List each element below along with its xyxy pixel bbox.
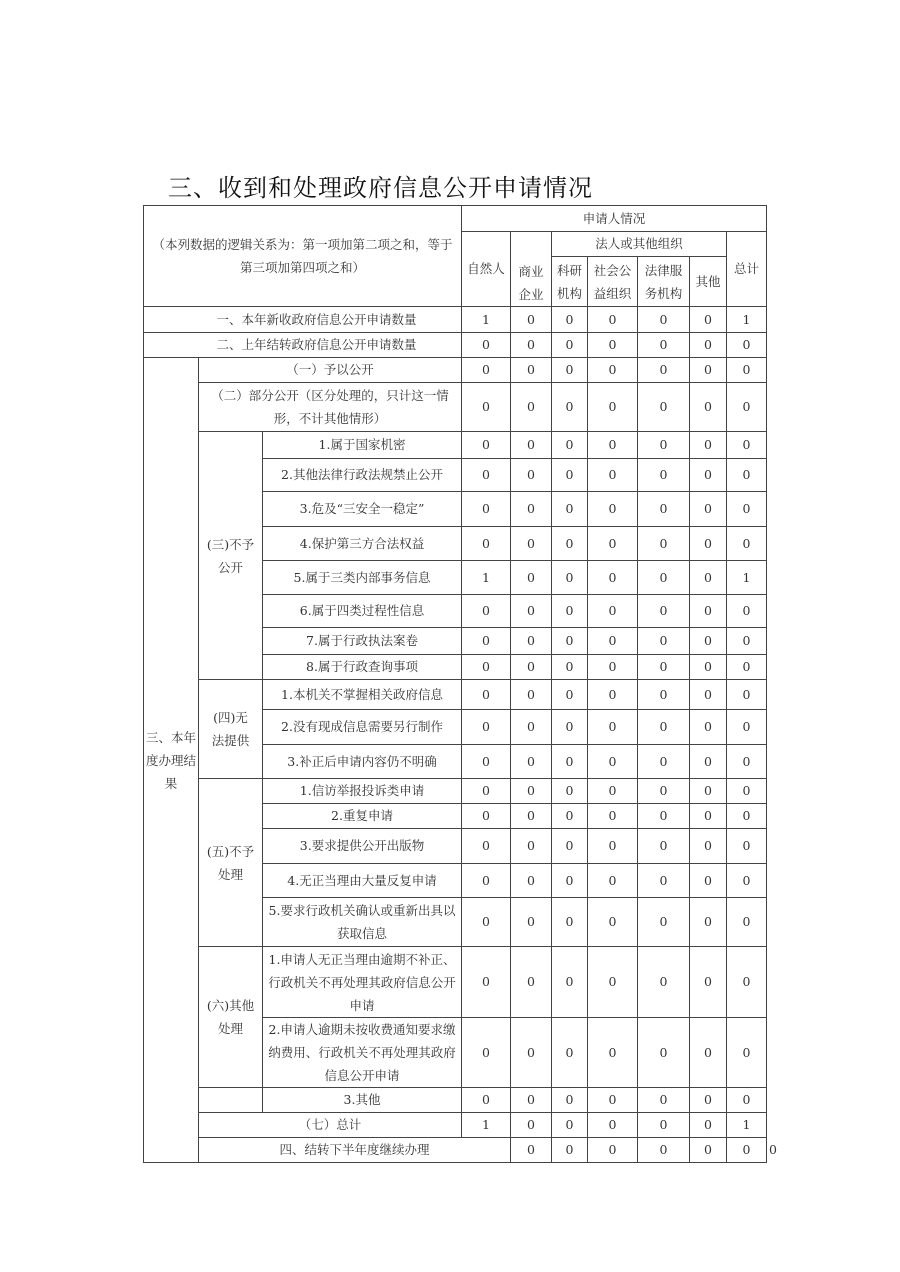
value-cell: 0 — [552, 655, 588, 680]
item-label: 2.其他法律行政法规禁止公开 — [263, 459, 462, 492]
value-cell: 0 — [552, 459, 588, 492]
item-label: 5.属于三类内部事务信息 — [263, 561, 462, 595]
value-cell: 0 — [588, 383, 638, 432]
item-label: 4.保护第三方合法权益 — [263, 527, 462, 561]
value-cell: 0 — [690, 804, 727, 829]
value-cell: 0 — [690, 561, 727, 595]
value-cell: 0 — [588, 595, 638, 628]
value-cell: 0 — [511, 1018, 552, 1088]
item-label: 1.本机关不掌握相关政府信息 — [263, 680, 462, 710]
value-cell: 0 — [462, 864, 511, 898]
value-cell: 0 — [552, 358, 588, 383]
value-cell: 0 — [690, 779, 727, 804]
header-legal-service: 法律服务机构 — [638, 257, 690, 307]
header-note: （本列数据的逻辑关系为：第一项加第二项之和，等于第三项加第四项之和） — [144, 206, 462, 307]
value-cell: 0 — [511, 829, 552, 864]
value-cell: 0 — [588, 358, 638, 383]
value-cell: 0 — [462, 1088, 511, 1113]
value-cell: 0 — [552, 1138, 588, 1163]
value-cell: 0 — [690, 527, 727, 561]
table-row — [144, 680, 767, 710]
value-cell: 0 — [511, 680, 552, 710]
value-cell: 0 — [727, 333, 767, 358]
value-cell: 0 — [690, 898, 727, 947]
value-cell: 0 — [638, 864, 690, 898]
value-cell: 0 — [727, 459, 767, 492]
value-cell: 0 — [727, 432, 767, 459]
value-cell: 0 — [552, 333, 588, 358]
value-cell: 0 — [552, 527, 588, 561]
value-cell: 0 — [638, 1138, 690, 1163]
table-row: 四、结转下半年度继续办理 0 0 0 0 0 0 0 — [144, 1138, 767, 1163]
value-cell: 0 — [511, 710, 552, 745]
value-cell: 0 — [588, 898, 638, 947]
value-cell: 0 — [511, 1138, 552, 1163]
value-cell: 0 — [552, 1088, 588, 1113]
group-label-other-processing: (六)其他处理 — [199, 947, 263, 1088]
item-label: 1.申请人无正当理由逾期不补正、行政机关不再处理其政府信息公开申请 — [263, 947, 462, 1018]
value-cell: 0 — [690, 829, 727, 864]
value-cell: 0 — [690, 333, 727, 358]
value-cell: 0 — [552, 898, 588, 947]
value-cell: 0 — [638, 680, 690, 710]
value-cell: 0 — [588, 561, 638, 595]
value-cell: 0 — [588, 947, 638, 1018]
value-cell: 0 — [588, 333, 638, 358]
value-cell: 0 — [727, 947, 767, 1018]
value-cell: 0 — [588, 527, 638, 561]
value-cell: 0 — [511, 595, 552, 628]
information-disclosure-table — [143, 205, 777, 1163]
value-cell: 0 — [727, 655, 767, 680]
value-cell: 0 — [690, 1113, 727, 1138]
value-cell: 0 — [588, 680, 638, 710]
value-cell: 0 — [690, 1138, 727, 1163]
value-cell: 0 — [552, 779, 588, 804]
value-cell: 0 — [690, 358, 727, 383]
value-cell: 0 — [727, 680, 767, 710]
value-cell: 0 — [638, 628, 690, 655]
value-cell: 0 — [638, 561, 690, 595]
value-cell: 0 — [638, 829, 690, 864]
value-cell: 1 — [727, 307, 767, 333]
value-cell: 0 — [727, 628, 767, 655]
table-row — [144, 432, 767, 459]
value-cell: 0 — [511, 492, 552, 527]
value-cell: 1 — [462, 1113, 511, 1138]
item-label: 2.没有现成信息需要另行制作 — [263, 710, 462, 745]
value-cell: 0 — [727, 1088, 767, 1113]
value-cell: 0 — [511, 358, 552, 383]
value-cell: 0 — [588, 1088, 638, 1113]
value-cell: 1 — [727, 1113, 767, 1138]
value-cell: 0 — [462, 745, 511, 779]
value-cell: 0 — [552, 432, 588, 459]
value-cell: 0 — [552, 804, 588, 829]
value-cell: 0 — [690, 595, 727, 628]
header-research: 科研机构 — [552, 257, 588, 307]
value-cell: 0 — [638, 1018, 690, 1088]
value-cell: 0 — [588, 655, 638, 680]
value-cell: 0 — [690, 1088, 727, 1113]
value-cell: 0 — [552, 383, 588, 432]
table-row — [144, 383, 767, 432]
item-label: 3.补正后申请内容仍不明确 — [263, 745, 462, 779]
value-cell: 0 — [638, 358, 690, 383]
header-commercial: 商业企业 — [511, 257, 552, 307]
value-cell: 0 — [511, 947, 552, 1018]
value-cell: 0 — [588, 864, 638, 898]
value-cell: 0 — [462, 358, 511, 383]
value-cell: 0 — [462, 655, 511, 680]
group-label-not-processed: (五)不予处理 — [199, 779, 263, 947]
value-cell: 0 — [638, 595, 690, 628]
value-cell: 0 — [727, 745, 767, 779]
value-cell: 0 — [462, 383, 511, 432]
value-cell: 0 — [511, 432, 552, 459]
value-cell: 0 — [511, 898, 552, 947]
value-cell: 0 — [690, 680, 727, 710]
value-cell: 0 — [727, 358, 767, 383]
value-cell: 0 — [727, 710, 767, 745]
value-cell: 0 — [588, 779, 638, 804]
item-label: 2.申请人逾期未按收费通知要求缴纳费用、行政机关不再处理其政府信息公开申请 — [263, 1018, 462, 1088]
value-cell: 0 — [638, 307, 690, 333]
value-cell: 0 — [727, 1138, 767, 1163]
value-cell: 0 — [690, 710, 727, 745]
value-cell: 0 — [462, 680, 511, 710]
value-cell: 0 — [552, 1113, 588, 1138]
value-cell: 0 — [727, 595, 767, 628]
value-cell: 0 — [511, 333, 552, 358]
value-cell: 0 — [552, 595, 588, 628]
value-cell: 0 — [588, 1138, 638, 1163]
value-cell: 0 — [462, 492, 511, 527]
value-cell: 0 — [588, 829, 638, 864]
value-cell: 1 — [462, 307, 511, 333]
value-cell: 0 — [462, 898, 511, 947]
value-cell: 0 — [727, 804, 767, 829]
value-cell: 0 — [462, 459, 511, 492]
value-cell: 0 — [511, 459, 552, 492]
value-cell: 0 — [690, 745, 727, 779]
value-cell: 0 — [552, 745, 588, 779]
value-cell: 0 — [588, 745, 638, 779]
value-cell: 0 — [727, 527, 767, 561]
value-cell: 0 — [462, 527, 511, 561]
value-cell: 0 — [588, 804, 638, 829]
item-label: 1.属于国家机密 — [263, 432, 462, 459]
value-cell: 0 — [690, 383, 727, 432]
value-cell: 0 — [552, 628, 588, 655]
value-cell: 0 — [638, 333, 690, 358]
value-cell: 0 — [462, 1018, 511, 1088]
value-cell: 0 — [727, 898, 767, 947]
value-cell: 0 — [638, 527, 690, 561]
row-label-results: 三、本年度办理结果 — [144, 358, 199, 1163]
value-cell: 0 — [588, 459, 638, 492]
value-cell: 0 — [638, 1088, 690, 1113]
value-cell: 0 — [588, 628, 638, 655]
value-cell: 0 — [588, 1113, 638, 1138]
value-cell: 0 — [638, 779, 690, 804]
value-cell: 0 — [690, 655, 727, 680]
item-label: 1.信访举报投诉类申请 — [263, 779, 462, 804]
table-row — [144, 1113, 767, 1138]
value-cell: 0 — [690, 1018, 727, 1088]
table-row — [144, 358, 767, 383]
value-cell: 0 — [511, 655, 552, 680]
row-label-partial: （二）部分公开（区分处理的，只计这一情形，不计其他情形） — [199, 383, 462, 432]
value-cell: 0 — [727, 383, 767, 432]
value-cell: 0 — [552, 947, 588, 1018]
table-row — [144, 333, 767, 358]
value-cell: 0 — [638, 655, 690, 680]
value-cell: 0 — [511, 864, 552, 898]
value-cell: 0 — [690, 947, 727, 1018]
group-label-unable: (四)无法提供 — [199, 680, 263, 779]
value-cell: 0 — [727, 492, 767, 527]
value-cell: 0 — [462, 595, 511, 628]
table-row — [144, 947, 767, 1018]
row-label-disclosed: （一）予以公开 — [199, 358, 462, 383]
item-label: 2.重复申请 — [263, 804, 462, 829]
value-cell: 0 — [462, 804, 511, 829]
item-label: 3.要求提供公开出版物 — [263, 829, 462, 864]
value-cell: 0 — [462, 947, 511, 1018]
header-commercial-spacer — [511, 232, 552, 257]
item-label: 6.属于四类过程性信息 — [263, 595, 462, 628]
value-cell: 0 — [462, 432, 511, 459]
table-row — [144, 307, 767, 333]
value-cell: 0 — [588, 307, 638, 333]
value-cell: 0 — [690, 459, 727, 492]
value-cell: 0 — [638, 459, 690, 492]
item-label: 8.属于行政查询事项 — [263, 655, 462, 680]
value-cell: 0 — [588, 432, 638, 459]
value-cell: 0 — [690, 432, 727, 459]
value-cell: 0 — [552, 1018, 588, 1088]
row-label-carry-forward: 四、结转下半年度继续办理 — [199, 1138, 511, 1163]
value-cell: 0 — [462, 829, 511, 864]
value-cell: 0 — [511, 745, 552, 779]
value-cell: 0 — [690, 307, 727, 333]
value-cell: 0 — [690, 628, 727, 655]
value-cell: 0 — [638, 492, 690, 527]
value-cell: 0 — [638, 804, 690, 829]
value-cell: 0 — [552, 864, 588, 898]
value-cell: 0 — [727, 829, 767, 864]
value-cell: 0 — [588, 710, 638, 745]
row-label-new-requests: 一、本年新收政府信息公开申请数量 — [144, 307, 462, 333]
value-cell: 0 — [638, 710, 690, 745]
value-cell: 0 — [588, 1018, 638, 1088]
value-cell: 0 — [727, 1018, 767, 1088]
item-label: 4.无正当理由大量反复申请 — [263, 864, 462, 898]
value-cell: 0 — [552, 492, 588, 527]
value-cell: 0 — [638, 383, 690, 432]
header-applicant-group: 申请人情况 — [462, 206, 767, 232]
header-total: 总计 — [727, 232, 767, 307]
section-title: 三、收到和处理政府信息公开申请情况 — [168, 174, 593, 202]
value-cell: 0 — [727, 779, 767, 804]
value-cell: 0 — [552, 561, 588, 595]
value-cell: 0 — [638, 745, 690, 779]
value-cell: 0 — [552, 680, 588, 710]
item-label: 3.其他 — [263, 1088, 462, 1113]
value-cell: 1 — [462, 561, 511, 595]
value-cell: 0 — [690, 492, 727, 527]
value-cell: 0 — [638, 947, 690, 1018]
row-label-subtotal: （七）总计 — [199, 1113, 462, 1138]
item-label: 7.属于行政执法案卷 — [263, 628, 462, 655]
value-cell: 0 — [552, 829, 588, 864]
value-cell: 1 — [727, 561, 767, 595]
table-row — [144, 779, 767, 804]
value-cell: 0 — [638, 432, 690, 459]
value-cell: 0 — [511, 527, 552, 561]
value-cell: 0 — [638, 1113, 690, 1138]
value-cell: 0 — [462, 333, 511, 358]
value-cell: 0 — [727, 864, 767, 898]
header-natural-person: 自然人 — [462, 232, 511, 307]
row-label-carried-over: 二、上年结转政府信息公开申请数量 — [144, 333, 462, 358]
header-social: 社会公益组织 — [588, 257, 638, 307]
value-cell: 0 — [511, 383, 552, 432]
value-cell: 0 — [462, 628, 511, 655]
value-cell: 0 — [690, 864, 727, 898]
header-other: 其他 — [690, 257, 727, 307]
header-legal-group: 法人或其他组织 — [552, 232, 727, 257]
value-cell: 0 — [511, 804, 552, 829]
item-label: 3.危及“三安全一稳定” — [263, 492, 462, 527]
group-label-empty — [199, 1088, 263, 1113]
value-cell: 0 — [511, 1113, 552, 1138]
value-cell: 0 — [511, 307, 552, 333]
value-cell: 0 — [552, 710, 588, 745]
value-cell: 0 — [511, 779, 552, 804]
value-cell: 0 — [511, 561, 552, 595]
value-cell: 0 — [588, 492, 638, 527]
value-cell: 0 — [552, 307, 588, 333]
group-label-not-disclosed: (三)不予公开 — [199, 432, 263, 680]
value-cell: 0 — [462, 779, 511, 804]
value-cell: 0 — [511, 628, 552, 655]
value-cell: 0 — [511, 1088, 552, 1113]
table-row — [144, 1088, 767, 1113]
item-label: 5.要求行政机关确认或重新出具以获取信息 — [263, 898, 462, 947]
value-cell: 0 — [462, 710, 511, 745]
value-cell: 0 — [638, 898, 690, 947]
